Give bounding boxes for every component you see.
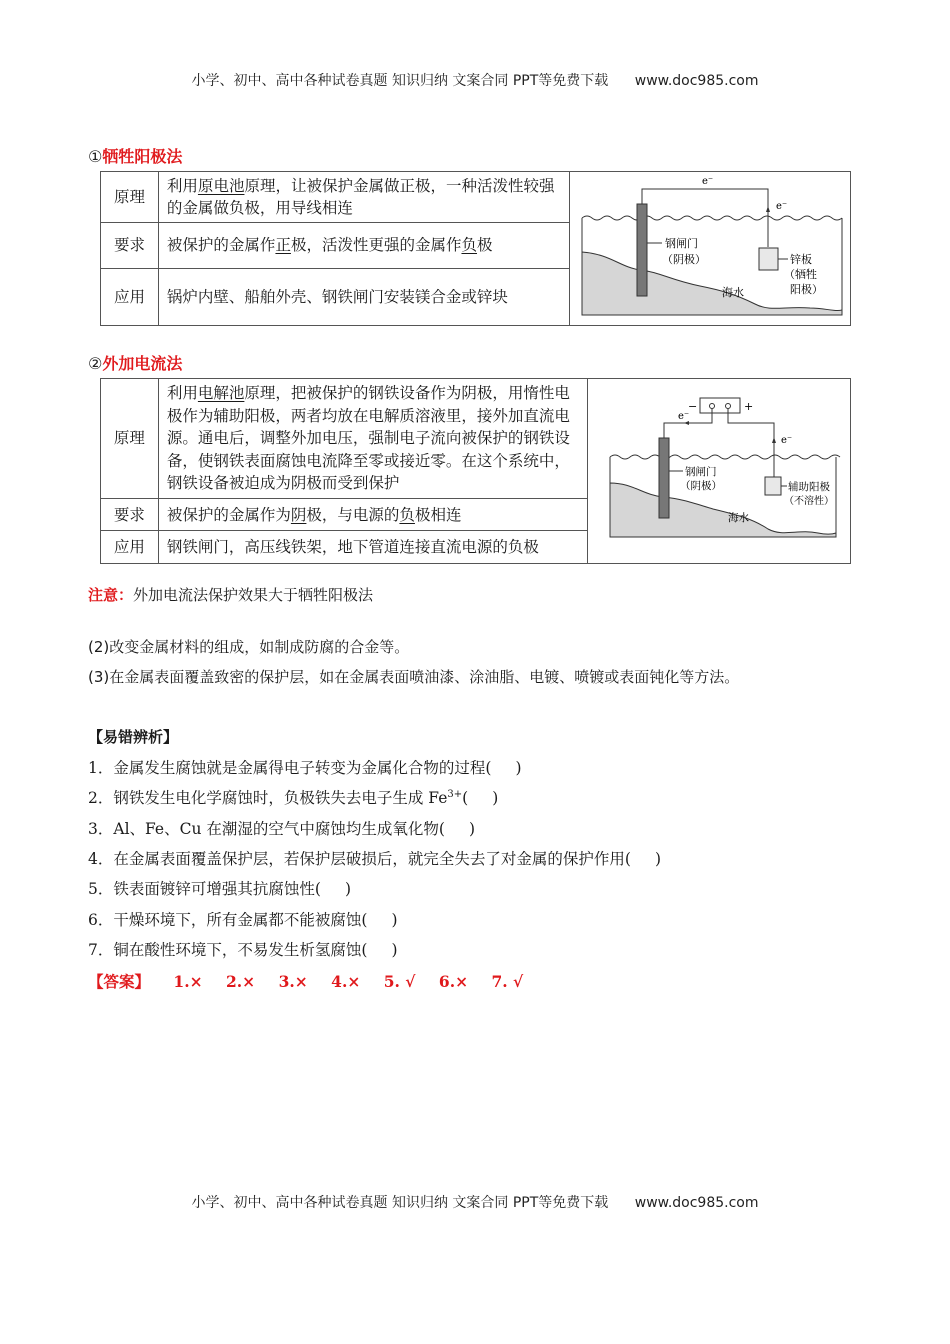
row-label: 原理 (101, 172, 159, 223)
row-content: 钢铁闸门，高压线铁架，地下管道连接直流电源的负极 (158, 531, 587, 564)
answer-7: 7. √ (491, 972, 524, 991)
paragraph-3: (3)在金属表面覆盖致密的保护层，如在金属表面喷油漆、涂油脂、电镀、喷镀或表面钝化等方法。 (88, 668, 740, 686)
impressed-current-diagram (588, 379, 851, 564)
row-content: 利用原电池原理，让被保护金属做正极，一种活泼性较强的金属做负极，用导线相连 (158, 172, 569, 223)
row-content: 被保护的金属作正极，活泼性更强的金属作负极 (158, 222, 569, 269)
error-analysis-title: 【易错辨析】 (88, 728, 179, 746)
header-url[interactable]: www.doc985.com (634, 73, 759, 89)
answer-4: 4.× (331, 972, 361, 991)
section-title-sacrificial-anode (88, 144, 182, 167)
section-title-text: 外加电流法 (102, 354, 183, 373)
row-content: 利用电解池原理，把被保护的钢铁设备作为阴极，用惰性电极作为辅助阳极，两者均放在电解质溶液里，接外加直流电源。通电后，调整外加电压，强制电子流向被保护的钢铁设备，使钢铁表面腐蚀电流降至零或接近零。在这个系统中，钢铁设备被迫成为阴极而受到保护 (158, 379, 587, 499)
row-label: 应用 (101, 531, 159, 564)
row-label: 要求 (101, 498, 159, 531)
answer-5: 5. √ (383, 972, 416, 991)
footer-text: 小学、初中、高中各种试卷真题 知识归纳 文案合同 PPT等免费下载 (191, 1195, 609, 1211)
svg-text:海水: 海水 (728, 512, 749, 524)
question-item: 6．干燥环境下，所有金属都不能被腐蚀( ) (88, 911, 398, 929)
svg-text:e⁻: e⁻ (678, 411, 690, 422)
header-text: 小学、初中、高中各种试卷真题 知识归纳 文案合同 PPT等免费下载 (191, 73, 609, 89)
paragraph-2: (2)改变金属材料的组成，如制成防腐的合金等。 (88, 638, 410, 656)
question-item: 3．Al、Fe、Cu 在潮湿的空气中腐蚀均生成氧化物( ) (88, 820, 475, 838)
svg-text:辅助阳极: 辅助阳极 (788, 481, 830, 493)
row-label: 要求 (101, 222, 159, 269)
answer-3: 3.× (278, 972, 308, 991)
svg-text:e⁻: e⁻ (776, 201, 788, 212)
table-row (101, 379, 851, 499)
svg-text:−: − (688, 400, 698, 413)
row-content: 锅炉内壁、船舶外壳、钢铁闸门安装镁合金或锌块 (158, 269, 569, 326)
svg-text:钢闸门: 钢闸门 (685, 466, 717, 478)
page-header (0, 70, 950, 90)
answer-6: 6.× (438, 972, 469, 991)
row-content: 被保护的金属作为阴极，与电源的负极相连 (158, 498, 587, 531)
row-label: 应用 (101, 269, 159, 326)
svg-text:钢闸门: 钢闸门 (665, 237, 698, 250)
note (88, 584, 373, 605)
svg-text:e⁻: e⁻ (781, 435, 793, 446)
answer-1: 1.× (173, 972, 203, 991)
svg-text:阳极）: 阳极） (790, 283, 823, 296)
answer-key (88, 970, 523, 992)
diagram-svg-1 (570, 172, 850, 319)
section-number: ① (88, 147, 103, 166)
question-item: 4．在金属表面覆盖保护层，若保护层破损后，就完全失去了对金属的保护作用( ) (88, 850, 661, 868)
question-item: 1．金属发生腐蚀就是金属得电子转变为金属化合物的过程( ) (88, 759, 522, 777)
question-item: 2．钢铁发生电化学腐蚀时，负极铁失去电子生成 $Fe^{3+}$( ) (88, 788, 499, 807)
page-footer (0, 1192, 950, 1212)
note-label: 注意： (88, 586, 134, 604)
sacrificial-anode-table (100, 171, 851, 326)
svg-text:锌板: 锌板 (790, 253, 812, 266)
diagram-svg-2 (588, 379, 850, 557)
svg-text:（阴极）: （阴极） (680, 480, 722, 492)
answer-2: 2.× (226, 972, 256, 991)
table-row (101, 172, 851, 223)
section-title-impressed-current (88, 351, 182, 374)
svg-text:+: + (744, 400, 754, 413)
footer-url[interactable]: www.doc985.com (634, 1195, 759, 1211)
note-text: 外加电流法保护效果大于牺牲阳极法 (133, 586, 374, 604)
svg-text:海水: 海水 (722, 286, 744, 299)
impressed-current-table (100, 378, 851, 564)
sacrificial-anode-diagram (570, 172, 851, 326)
answer-label: 【答案】 (88, 973, 151, 991)
row-label: 原理 (101, 379, 159, 499)
question-item: 7．铜在酸性环境下，不易发生析氢腐蚀( ) (88, 941, 398, 959)
svg-text:（阴极）: （阴极） (662, 253, 706, 266)
svg-text:（牺牲: （牺牲 (784, 268, 817, 281)
svg-text:（不溶性）: （不溶性） (784, 496, 834, 507)
section-number: ② (88, 354, 103, 373)
section-title-text: 牺牲阳极法 (102, 147, 183, 166)
svg-text:e⁻: e⁻ (702, 176, 714, 187)
question-item: 5．铁表面镀锌可增强其抗腐蚀性( ) (88, 880, 351, 898)
